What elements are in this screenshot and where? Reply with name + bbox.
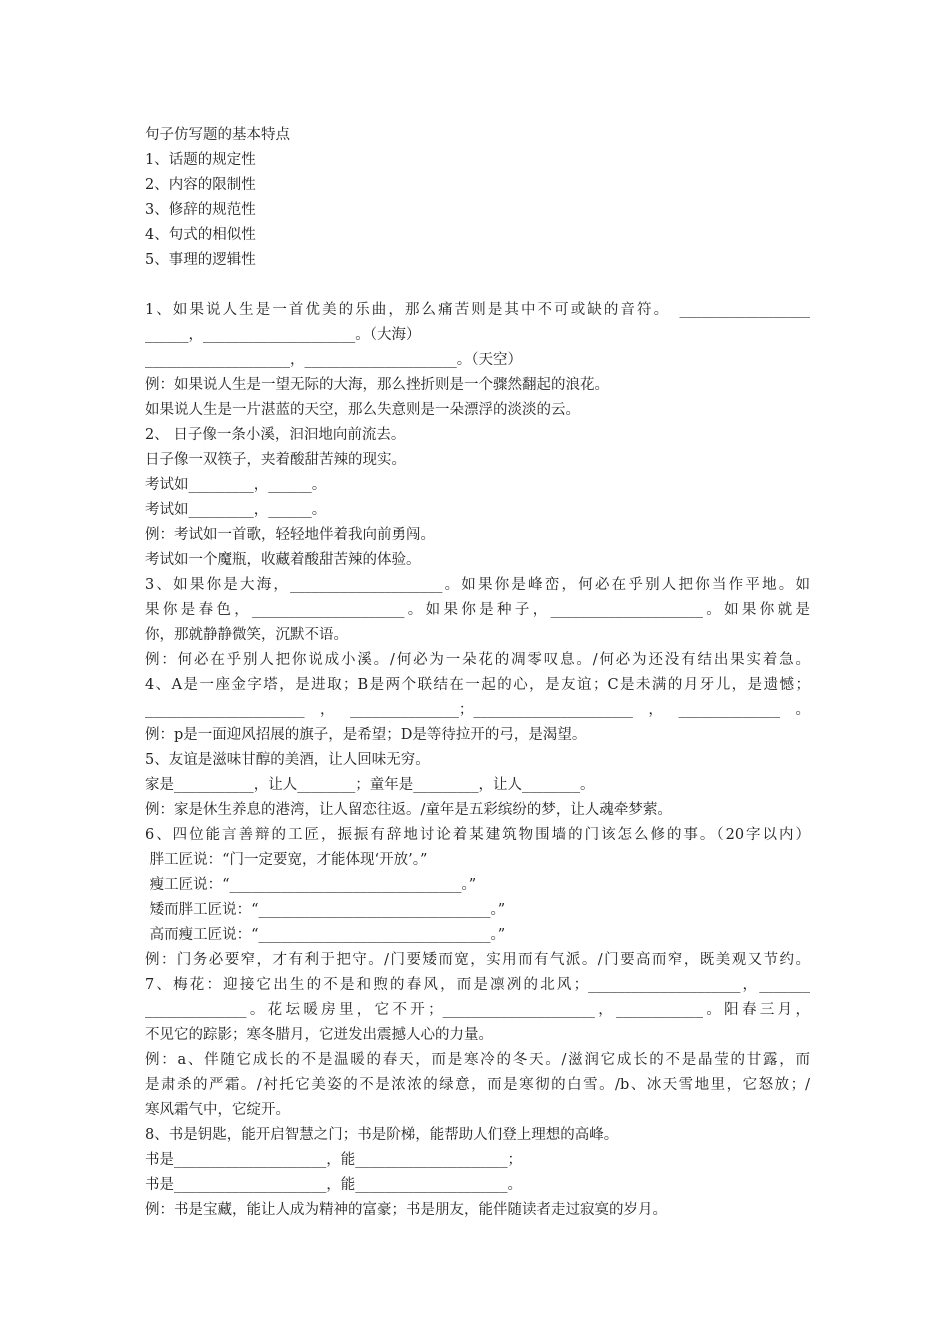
exercise-line: ______，_____________________。（大海） bbox=[145, 327, 421, 343]
exercise-line: 考试如_________，______。 bbox=[145, 477, 327, 493]
exercise-line: 胖工匠说：“门一定要宽，才能体现‘开放’。” bbox=[145, 852, 428, 868]
exercise-line: 2、 日子像一条小溪，汩汩地向前流去。 bbox=[145, 427, 406, 443]
example-line: 寒风霜气中，它绽开。 bbox=[145, 1102, 290, 1118]
example-line: 例：何必在乎别人把你说成小溪。/何必为一朵花的凋零叹息。/何必为还没有结出果实着急。 bbox=[145, 652, 810, 668]
document-body bbox=[145, 123, 810, 1223]
exercise-line: ______________________，_______________；______________________，______________。 bbox=[145, 702, 810, 718]
exercise-line: 1、如果说人生是一首优美的乐曲，那么痛苦则是其中不可或缺的音符。 __________________ bbox=[145, 302, 810, 318]
example-line: 例：a、伴随它成长的不是温暖的春天，而是寒冷的冬天。/滋润它成长的不是晶莹的甘露，而 bbox=[145, 1052, 810, 1068]
example-line: 例：家是休生养息的港湾，让人留恋往返。/童年是五彩缤纷的梦，让人魂牵梦萦。 bbox=[145, 802, 672, 818]
example-line: 例：书是宝藏，能让人成为精神的富豪；书是朋友，能伴随读者走过寂寞的岁月。 bbox=[145, 1202, 667, 1218]
exercise-line: 矮而胖工匠说：“________________________________。” bbox=[145, 902, 506, 918]
example-line: 例：p是一面迎风招展的旗子，是希望；D是等待拉开的弓，是渴望。 bbox=[145, 727, 587, 743]
example-line: 如果说人生是一片湛蓝的天空，那么失意则是一朵漂浮的淡淡的云。 bbox=[145, 402, 580, 418]
feature-item: 2、内容的限制性 bbox=[145, 177, 256, 193]
exercise-line: 4、A是一座金字塔，是进取；B是两个联结在一起的心，是友谊；C是未满的月牙儿，是遗憾； bbox=[145, 677, 810, 693]
exercise-line: 瘦工匠说：“________________________________。” bbox=[145, 877, 477, 893]
exercise-line: ______________。花坛暖房里，它不开；_____________________，____________。阳春三月， bbox=[145, 1002, 810, 1018]
example-line: 考试如一个魔瓶，收藏着酸甜苦辣的体验。 bbox=[145, 552, 421, 568]
exercise-line: 6、四位能言善辩的工匠，振振有辞地讨论着某建筑物围墙的门该怎么修的事。（20字以内） bbox=[145, 827, 810, 843]
exercise-line: ____________________，_____________________。（天空） bbox=[145, 352, 522, 368]
exercise-line: 8、书是钥匙，能开启智慧之门；书是阶梯，能帮助人们登上理想的高峰。 bbox=[145, 1127, 619, 1143]
exercise-line: 你，那就静静微笑，沉默不语。 bbox=[145, 627, 348, 643]
feature-item: 3、修辞的规范性 bbox=[145, 202, 256, 218]
exercise-line: 考试如_________，______。 bbox=[145, 502, 327, 518]
feature-item: 4、句式的相似性 bbox=[145, 227, 256, 243]
exercise-line: 书是_____________________，能_____________________； bbox=[145, 1152, 522, 1168]
spacer bbox=[145, 273, 810, 298]
example-line: 例：考试如一首歌，轻轻地伴着我向前勇闯。 bbox=[145, 527, 435, 543]
feature-item: 1、话题的规定性 bbox=[145, 152, 256, 168]
exercise-line: 不见它的踪影；寒冬腊月，它迸发出震撼人心的力量。 bbox=[145, 1027, 493, 1043]
exercise-line: 家是___________，让人________；童年是_________，让人________。 bbox=[145, 777, 595, 793]
exercise-line: 3、如果你是大海，_____________________。如果你是峰峦，何必在乎别人把你当作平地。如 bbox=[145, 577, 810, 593]
exercise-line: 高而瘦工匠说：“________________________________。” bbox=[145, 927, 506, 943]
example-line: 例：门务必要窄，才有利于把守。/门要矮而宽，实用而有气派。/门要高而窄，既美观又节约。 bbox=[145, 952, 810, 968]
example-line: 例：如果说人生是一望无际的大海，那么挫折则是一个骤然翻起的浪花。 bbox=[145, 377, 609, 393]
exercise-line: 书是_____________________，能_____________________。 bbox=[145, 1177, 522, 1193]
exercise-line: 果你是春色，_____________________。如果你是种子，_____________________。如果你就是 bbox=[145, 602, 810, 618]
doc-title: 句子仿写题的基本特点 bbox=[145, 127, 290, 143]
exercise-line: 7、梅花：迎接它出生的不是和煦的春风，而是凛冽的北风；_____________________，_______ bbox=[145, 977, 810, 993]
feature-item: 5、事理的逻辑性 bbox=[145, 252, 256, 268]
exercise-line: 5、友谊是滋味甘醇的美酒，让人回味无穷。 bbox=[145, 752, 430, 768]
example-line: 是肃杀的严霜。/衬托它美姿的不是浓浓的绿意，而是寒彻的白雪。/b、冰天雪地里，它怒放；/ bbox=[145, 1077, 810, 1093]
exercise-line: 日子像一双筷子，夹着酸甜苦辣的现实。 bbox=[145, 452, 406, 468]
